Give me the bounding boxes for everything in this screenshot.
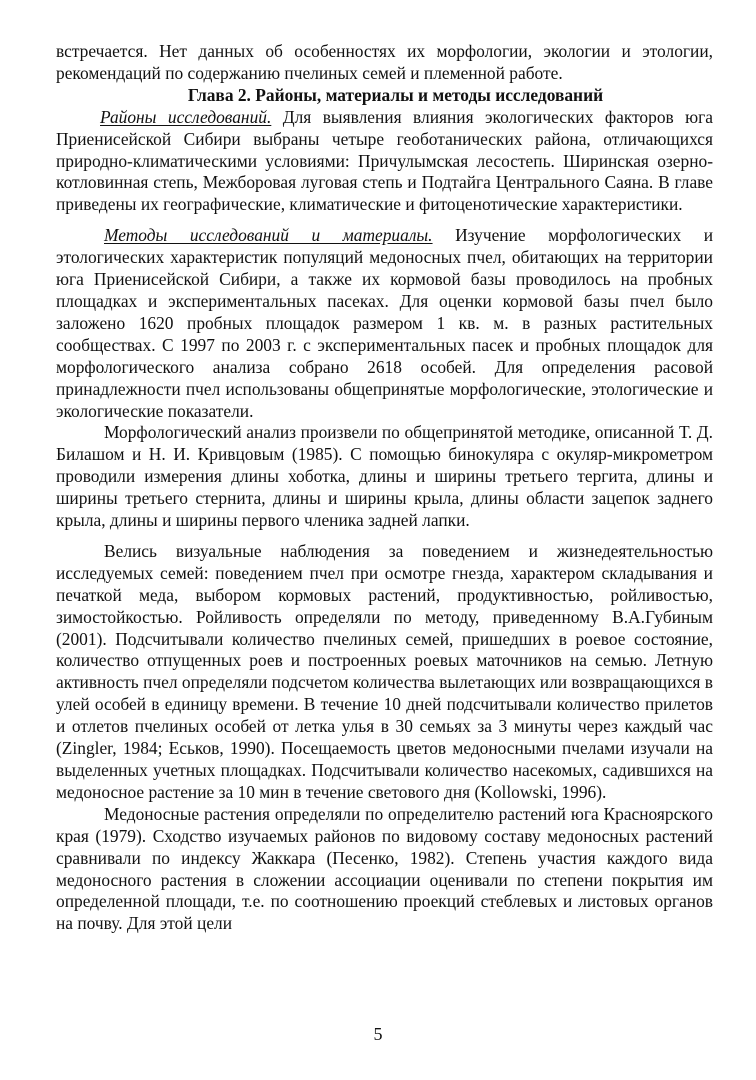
opening-paragraph: встречается. Нет данных об особенностях их морфологии, экологии и этологии, рекомендаций по содержанию пчелиных семей и племенной работе. <box>56 41 713 83</box>
chapter-heading: Глава 2. Районы, материалы и методы исследований <box>187 84 604 105</box>
page-body <box>56 41 713 935</box>
methods-paragraph <box>56 225 713 422</box>
regions-text: Для выявления влияния экологических факторов юга Приенисейской Сибири выбраны четыре геоботанических района, отличающихся природно-климатическими условиями: Причулымская лесостепь. Ширинская озерно-котловинная степь, Межборовая луговая степь и Подтайга Центрального Саяна. В главе приведены их географические, климатические и фитоценотические характеристики. <box>56 106 714 215</box>
morphology-paragraph: Морфологический анализ произвели по общепринятой методике, описанной Т. Д. Билашом и Н. И. Кривцовым (1985). С помощью бинокуляра с окуляр-микрометром проводили измерения длины хоботка, длины и ширины третьего тергита, длины и ширины третьего стернита, длины и ширины крыла, длины области зацепок заднего крыла, длины и ширины первого членика задней лапки. <box>56 422 713 531</box>
plants-paragraph: Медоносные растения определяли по определителю растений юга Красноярского края (1979). Сходство изучаемых районов по видовому составу медоносных растений сравнивали по индексу Жаккара (Песенко, 1982). Степень участия каждого вида медоносного растения в сложении ассоциации оценивали по степени покрытия им определенной площади, т.е. по соотношению проекций стеблевых и листовых органов на почву. Для этой цели <box>56 803 713 934</box>
page-number: 5 <box>373 1024 383 1044</box>
methods-label: Методы исследований и материалы. <box>104 225 433 246</box>
regions-paragraph <box>56 107 713 217</box>
observation-paragraph: Велись визуальные наблюдения за поведением и жизнедеятельностью исследуемых семей: поведением пчел при осмотре гнезда, характером складывания и печаткой меда, выбором кормовых растений, продуктивностью, ройливостью, зимостойкостью. Ройливость определяли по методу, приведенному В.А.Губиным (2001). Подсчитывали количество пчелиных семей, пришедших в роевое состояние, количество отпущенных роев и построенных роевых маточников на семью. Летную активность пчел определяли подсчетом количества вылетающих или возвращающихся в улей особей в единицу времени. В течение 10 дней подсчитывали количество прилетов и отлетов пчелиных особей от летка улья в 30 семьях за 3 минуты через каждый час (Zingler, 1984; Еськов, 1990). Посещаемость цветов медоносными пчелами изучали на выделенных учетных площадках. Подсчитывали количество насекомых, садившихся на медоносное растение за 10 мин в течение светового дня (Kollowski, 1996). <box>56 540 713 802</box>
methods-text: Изучение морфологических и этологических характеристик популяций медоносных пчел, обитающих на территории юга Приенисейской Сибири, а также их кормовой базы проводилось на пробных площадках и экспериментальных пасеках. Для оценки кормовой базы пчел было заложено 1620 пробных площадок размером 1 кв. м. в разных растительных сообществах. С 1997 по 2003 г. с экспериментальных пасек и пробных площадок для морфологического анализа собрано 2618 особей. Для определения расовой принадлежности пчел использованы общепринятые морфологические, этологические и экологические показатели. <box>56 225 713 421</box>
regions-label: Районы исследований. <box>100 106 272 127</box>
